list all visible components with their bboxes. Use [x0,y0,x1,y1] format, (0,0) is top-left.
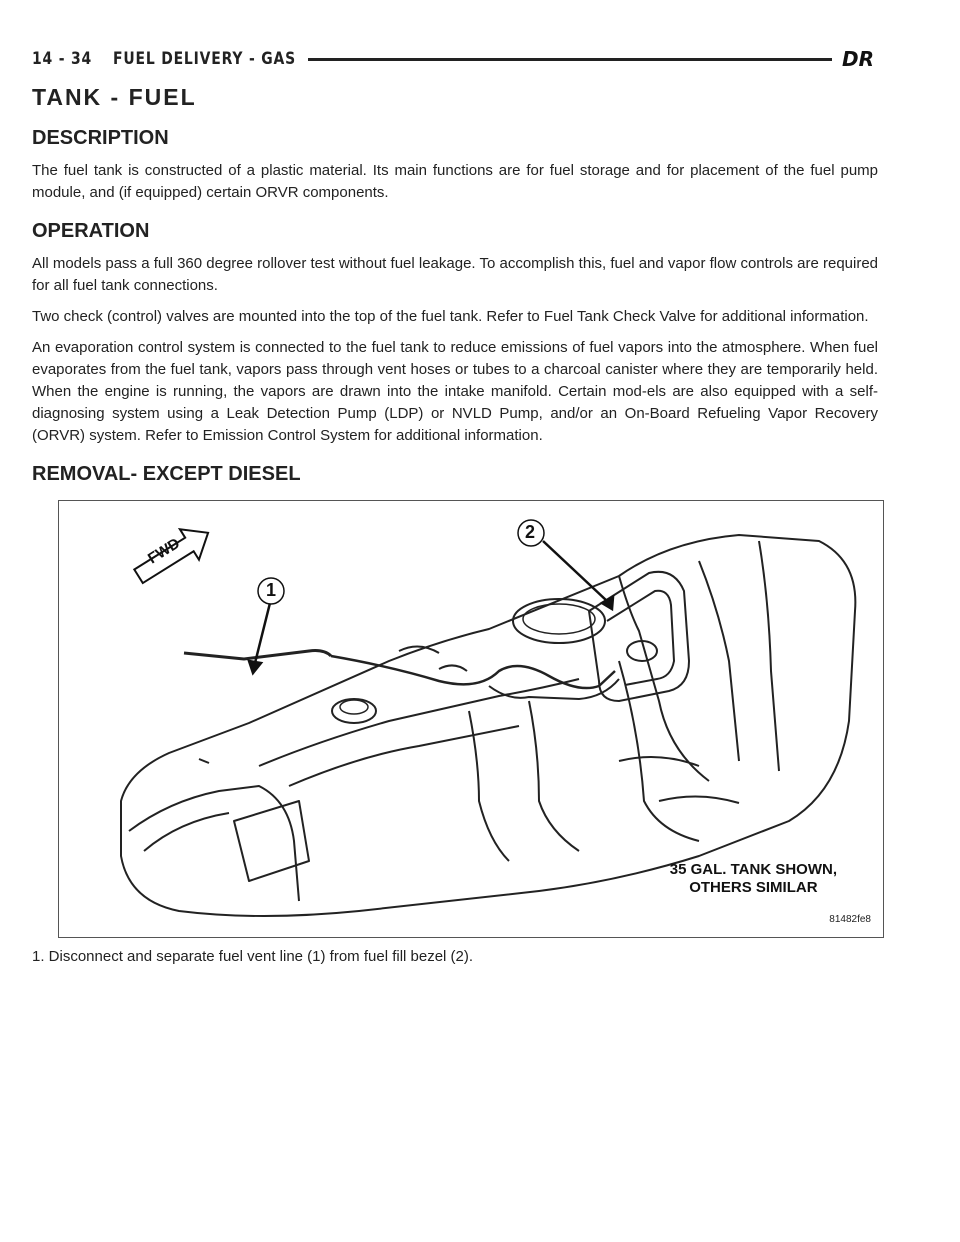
figure-id: 81482fe8 [829,914,871,925]
caption-line-2: OTHERS SIMILAR [689,879,818,896]
fwd-label: FWD [145,534,183,568]
heading-removal: REMOVAL- EXCEPT DIESEL [32,463,301,485]
header-rule [308,58,832,61]
caption-line-1: 35 GAL. TANK SHOWN, [669,861,837,878]
callout-1-label: 1 [266,580,277,600]
operation-paragraph-1: All models pass a full 360 degree rollover test without fuel leakage. To accomplish this, fuel and vapor flow controls are required for all fuel tank connections. [32,255,879,294]
model-code: DR [841,47,874,71]
operation-paragraph-2: Two check (control) valves are mounted into the top of the fuel tank. Refer to Fuel Tank Check Valve for additional information. [32,308,869,325]
description-paragraph: The fuel tank is constructed of a plastic material. Its main functions are for fuel storage and for placement of the fuel pump module, and (if equipped) certain ORVR components. [32,162,878,201]
page-title: TANK - FUEL [32,84,197,110]
heading-operation: OPERATION [32,220,150,242]
page-content [32,84,878,977]
removal-step-1: 1. Disconnect and separate fuel vent line (1) from fuel fill bezel (2). [32,948,474,965]
page-header [32,44,928,74]
figure-caption [670,861,837,897]
operation-paragraph-3: An evaporation control system is connected to the fuel tank to reduce emissions of fuel vapors into the atmosphere. When fuel evaporates from the fuel tank, vapors pass through vent hoses or tubes to a charcoal canister where they are temporarily held. When the engine is running, the vapors are drawn into the intake manifold. Certain mod-els are also equipped with a self-diagnosing system using a Leak Detection Pump (LDP) or NVLD Pump, and/or an On-Board Refueling Vapor Recovery (ORVR) system. Refer to Emission Control System for additional information. [32,339,878,444]
fuel-tank-figure [58,500,884,938]
section-title: FUEL DELIVERY - GAS [113,49,297,69]
callout-2-label: 2 [525,522,536,542]
page-number: 14 - 34 [32,49,93,69]
heading-description: DESCRIPTION [32,127,169,149]
